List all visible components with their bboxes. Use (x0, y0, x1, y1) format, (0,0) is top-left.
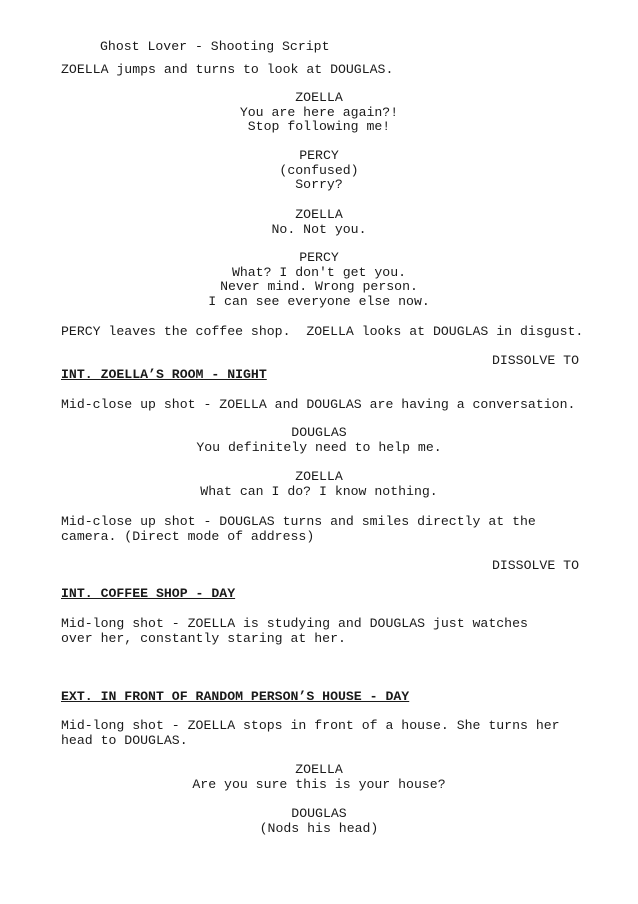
page-header: Ghost Lover - Shooting Script (100, 39, 330, 54)
character-name: ZOELLA (295, 762, 343, 777)
character-name: ZOELLA (295, 207, 343, 222)
dialogue-line: You are here again?! (239, 104, 399, 120)
dialogue-block (0, 763, 638, 792)
parenthetical: (confused) (279, 162, 359, 178)
action-line: PERCY leaves the coffee shop. ZOELLA looks at DOUGLAS in disgust. (61, 324, 584, 339)
dialogue-line: You definitely need to help me. (196, 439, 442, 455)
character-name: DOUGLAS (291, 425, 347, 440)
dialogue-block (0, 807, 638, 836)
dialogue-block (0, 470, 638, 499)
dialogue-block (0, 251, 638, 309)
dialogue-line: What can I do? I know nothing. (200, 483, 438, 499)
action-paragraph: Mid-long shot - ZOELLA is studying and DOUGLAS just watches over her, constantly staring at her. (61, 616, 528, 647)
character-name: ZOELLA (295, 90, 343, 105)
transition: DISSOLVE TO (491, 353, 579, 368)
dialogue-line: What? I don't get you. (231, 264, 407, 280)
dialogue-line: Stop following me! (247, 119, 391, 135)
dialogue-line: Are you sure this is your house? (192, 776, 446, 792)
dialogue-line: Sorry? (295, 177, 343, 193)
dialogue-block (0, 426, 638, 455)
parenthetical: (Nods his head) (259, 820, 379, 836)
character-name: PERCY (299, 250, 339, 265)
character-name: ZOELLA (295, 469, 343, 484)
action-paragraph: Mid-long shot - ZOELLA stops in front of a house. She turns her head to DOUGLAS. (61, 718, 560, 749)
transition: DISSOLVE TO (491, 558, 579, 573)
action-line: Mid-close up shot - ZOELLA and DOUGLAS are having a conversation. (61, 397, 576, 412)
dialogue-line: Never mind. Wrong person. (220, 279, 418, 295)
dialogue-block (0, 149, 638, 193)
action-line: ZOELLA jumps and turns to look at DOUGLAS. (61, 62, 394, 77)
character-name: PERCY (299, 148, 339, 163)
scene-heading: INT. COFFEE SHOP - DAY (61, 586, 236, 601)
dialogue-block (0, 208, 638, 237)
dialogue-line: I can see everyone else now. (208, 293, 430, 309)
character-name: DOUGLAS (291, 806, 347, 821)
action-paragraph: Mid-close up shot - DOUGLAS turns and smiles directly at the camera. (Direct mode of address) (61, 514, 536, 545)
scene-heading: INT. ZOELLA’S ROOM - NIGHT (61, 367, 267, 382)
dialogue-line: No. Not you. (271, 221, 367, 237)
scene-heading: EXT. IN FRONT OF RANDOM PERSON’S HOUSE - DAY (61, 689, 410, 704)
dialogue-block (0, 91, 638, 135)
